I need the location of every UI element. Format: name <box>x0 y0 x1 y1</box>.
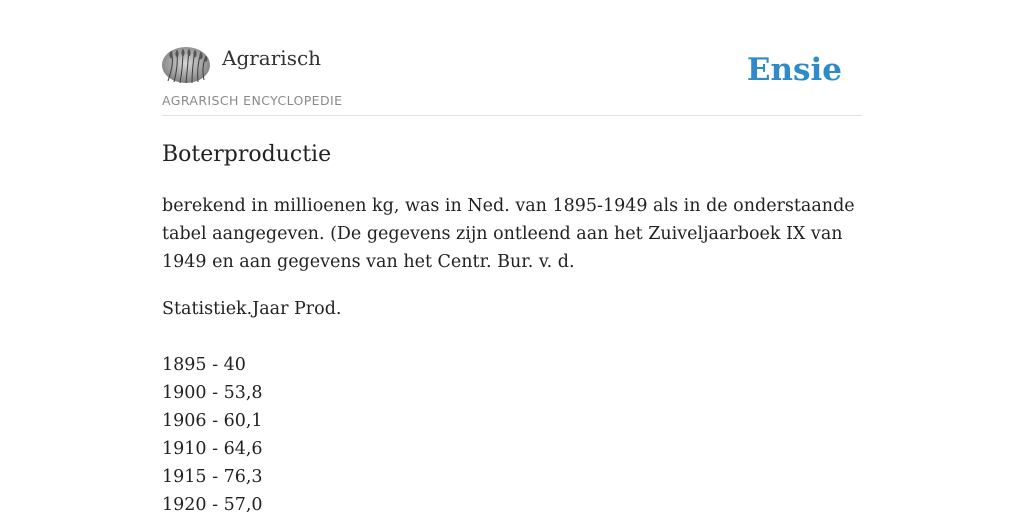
table-heading: Statistiek.Jaar Prod. <box>162 299 342 319</box>
data-row: 1895 - 40 <box>162 355 246 375</box>
source-subtitle: AGRARISCH ENCYCLOPEDIE <box>162 93 343 108</box>
wheat-ears-icon[interactable] <box>162 47 210 83</box>
data-row: 1915 - 76,3 <box>162 467 263 487</box>
data-row: 1920 - 57,0 <box>162 495 263 512</box>
header-divider <box>162 115 862 116</box>
article-intro: berekend in millioenen kg, was in Ned. van 1895-1949 als in de onderstaande tabel aangegeven. (De gegevens zijn ontleend aan het Zuiveljaarboek IX van 1949 en aan gegevens van het Centr. Bur. v. d. <box>162 196 855 272</box>
article-body <box>162 192 866 512</box>
source-title[interactable]: Agrarisch <box>222 46 322 70</box>
article-title: Boterproductie <box>162 142 332 167</box>
data-row: 1906 - 60,1 <box>162 411 263 431</box>
brand-logo[interactable]: Ensie <box>746 52 842 88</box>
data-rows <box>162 351 866 512</box>
data-row: 1900 - 53,8 <box>162 383 263 403</box>
data-row: 1910 - 64,6 <box>162 439 263 459</box>
header <box>162 46 862 116</box>
